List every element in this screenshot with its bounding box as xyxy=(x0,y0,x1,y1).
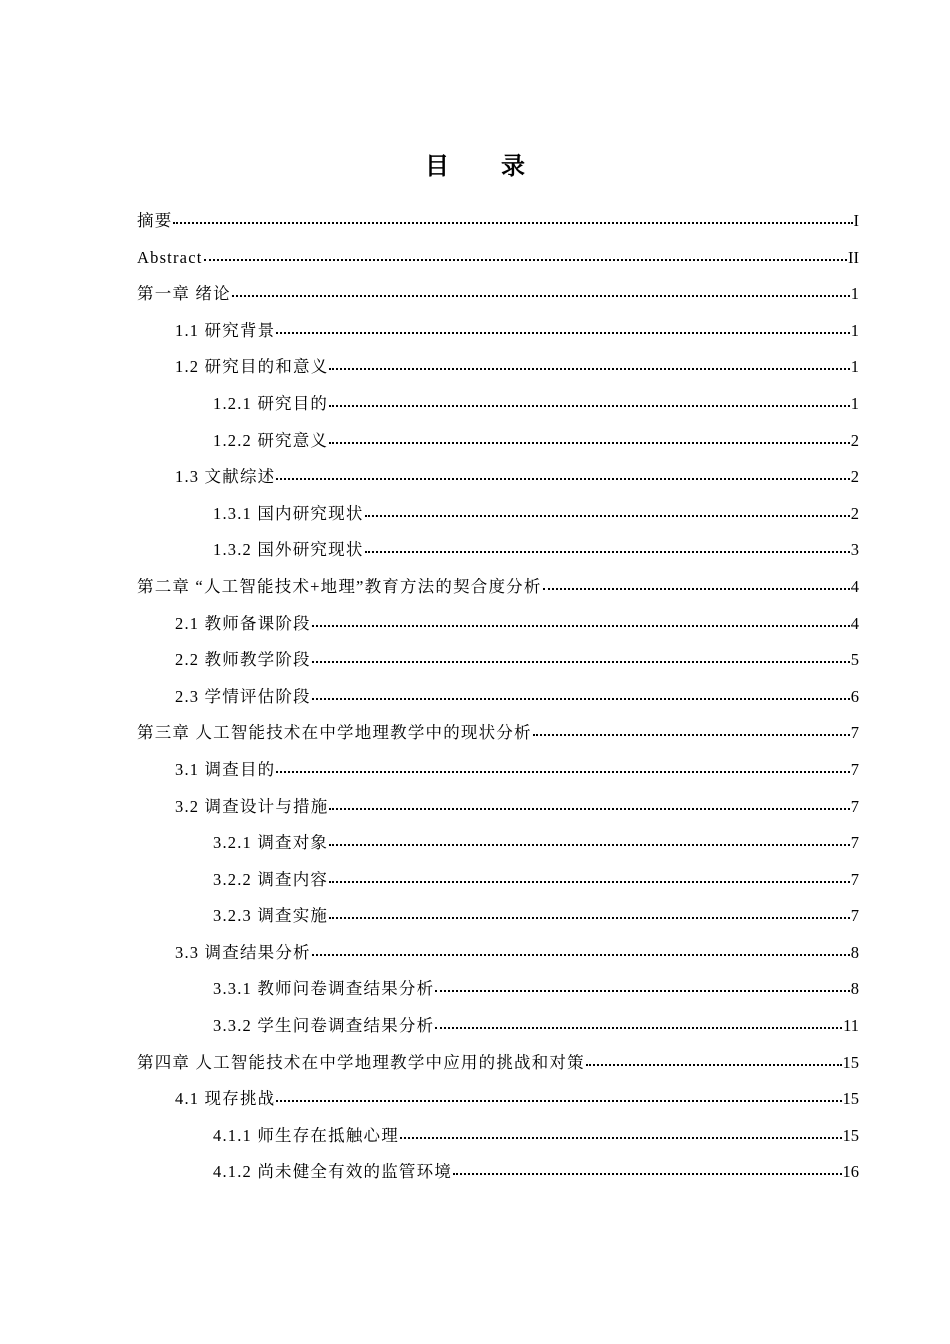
toc-entry-title: 1.2.2 研究意义 xyxy=(213,430,329,450)
toc-entry-title: 1.2 研究目的和意义 xyxy=(175,357,329,377)
toc-title xyxy=(0,146,950,181)
toc-leader-dots xyxy=(586,1051,842,1068)
toc-entry[interactable] xyxy=(137,642,859,679)
toc-entry-title: 第三章 人工智能技术在中学地理教学中的现状分析 xyxy=(137,723,532,743)
toc-title-char-2: 录 xyxy=(501,152,525,180)
toc-page-number: 7 xyxy=(850,796,859,816)
toc-entry-title: 4.1.1 师生存在抵触心理 xyxy=(213,1125,399,1145)
toc-leader-dots xyxy=(276,319,849,336)
toc-entry-title: 4.1 现存挑战 xyxy=(175,1089,276,1109)
toc-entry[interactable] xyxy=(137,789,859,826)
toc-page-number: 8 xyxy=(850,979,859,999)
toc-page-number: 1 xyxy=(850,284,859,304)
toc-entry-title: 1.3.1 国内研究现状 xyxy=(213,503,364,523)
toc-entry[interactable] xyxy=(137,276,859,313)
toc-leader-dots xyxy=(312,941,850,958)
toc-entry-title: 1.3.2 国外研究现状 xyxy=(213,540,364,560)
toc-entry[interactable] xyxy=(137,935,859,972)
toc-page-number: 15 xyxy=(842,1052,859,1072)
toc-leader-dots xyxy=(329,795,849,812)
toc-entry[interactable] xyxy=(137,203,859,240)
toc-entry[interactable] xyxy=(137,532,859,569)
toc-page-number: 7 xyxy=(850,869,859,889)
toc-leader-dots xyxy=(543,575,850,592)
toc-page-number: 7 xyxy=(850,833,859,853)
toc-page-number: 16 xyxy=(842,1162,859,1182)
toc-entry-title: 第四章 人工智能技术在中学地理教学中应用的挑战和对策 xyxy=(137,1052,585,1072)
toc-leader-dots xyxy=(435,1015,842,1032)
toc-leader-dots xyxy=(400,1124,842,1141)
toc-leader-dots xyxy=(312,612,850,629)
toc-entry[interactable] xyxy=(137,715,859,752)
toc-entry-title: 3.1 调查目的 xyxy=(175,759,276,779)
toc-entry-title: 2.2 教师教学阶段 xyxy=(175,650,311,670)
toc-entry[interactable] xyxy=(137,1045,859,1082)
toc-leader-dots xyxy=(312,649,850,666)
toc-entry-title: 1.1 研究背景 xyxy=(175,320,276,340)
toc-entry[interactable] xyxy=(137,349,859,386)
toc-page-number: 5 xyxy=(850,650,859,670)
toc-entry[interactable] xyxy=(137,459,859,496)
toc-entry-title: 2.3 学情评估阶段 xyxy=(175,686,311,706)
toc-page-number: 2 xyxy=(850,430,859,450)
toc-entry[interactable] xyxy=(137,496,859,533)
toc-leader-dots xyxy=(365,502,850,519)
toc-leader-dots xyxy=(365,539,850,556)
toc-entry[interactable] xyxy=(137,679,859,716)
toc-page-number: I xyxy=(853,211,859,230)
toc-page-number: 6 xyxy=(850,686,859,706)
toc-entry-title: 1.2.1 研究目的 xyxy=(213,393,329,413)
toc-leader-dots xyxy=(173,210,852,227)
toc-leader-dots xyxy=(276,466,849,483)
toc-leader-dots xyxy=(329,392,850,409)
toc-entry-title: 3.2 调查设计与措施 xyxy=(175,796,329,816)
toc-entry-title: 第二章 “人工智能技术+地理”教育方法的契合度分析 xyxy=(137,576,542,596)
toc-page-number: 3 xyxy=(850,540,859,560)
toc-page-number: 15 xyxy=(842,1125,859,1145)
toc-entry[interactable] xyxy=(137,386,859,423)
toc-entry-title: 3.2.3 调查实施 xyxy=(213,906,329,926)
toc-leader-dots xyxy=(453,1161,841,1178)
toc-page-number: 7 xyxy=(850,759,859,779)
toc-page-number: 4 xyxy=(850,613,859,633)
toc-entry[interactable] xyxy=(137,862,859,899)
toc-leader-dots xyxy=(312,685,850,702)
toc-entry-title: 3.3 调查结果分析 xyxy=(175,942,311,962)
toc-page-number: 1 xyxy=(850,393,859,413)
toc-page-number: 1 xyxy=(850,357,859,377)
toc-entry[interactable] xyxy=(137,1118,859,1155)
toc-page-number: 8 xyxy=(850,942,859,962)
toc-entry[interactable] xyxy=(137,606,859,643)
toc-leader-dots xyxy=(329,356,849,373)
toc-entry[interactable] xyxy=(137,971,859,1008)
toc-entry-title: 4.1.2 尚未健全有效的监管环境 xyxy=(213,1162,453,1182)
toc-entry-title: 第一章 绪论 xyxy=(137,284,231,304)
toc-leader-dots xyxy=(329,905,850,922)
toc-page-number: 11 xyxy=(843,1016,859,1036)
toc-leader-dots xyxy=(435,978,849,995)
toc-page-number: 1 xyxy=(850,320,859,340)
toc-page-number: 4 xyxy=(850,576,859,596)
toc-entry-title: 3.3.1 教师问卷调查结果分析 xyxy=(213,979,435,999)
toc-title-char-1: 目 xyxy=(425,152,449,180)
toc-entry[interactable] xyxy=(137,240,859,277)
toc-entry-title: 1.3 文献综述 xyxy=(175,467,276,487)
toc-entry-title: 摘要 xyxy=(137,211,173,230)
toc-entry-title: 3.2.2 调查内容 xyxy=(213,869,329,889)
toc-entry[interactable] xyxy=(137,825,859,862)
toc-page-number: 7 xyxy=(850,906,859,926)
toc-entry[interactable] xyxy=(137,752,859,789)
toc-entry[interactable] xyxy=(137,1081,859,1118)
toc-leader-dots xyxy=(204,246,848,263)
table-of-contents xyxy=(137,203,859,1191)
toc-entry[interactable] xyxy=(137,423,859,460)
toc-entry[interactable] xyxy=(137,1008,859,1045)
toc-entry[interactable] xyxy=(137,898,859,935)
toc-leader-dots xyxy=(329,868,850,885)
toc-entry-title: 3.2.1 调查对象 xyxy=(213,833,329,853)
toc-page-number: 7 xyxy=(850,723,859,743)
toc-entry-title: Abstract xyxy=(137,247,203,267)
toc-leader-dots xyxy=(276,758,849,775)
toc-leader-dots xyxy=(533,722,850,739)
toc-entry[interactable] xyxy=(137,313,859,350)
toc-page-number: 2 xyxy=(850,467,859,487)
toc-leader-dots xyxy=(232,283,850,300)
toc-entry-title: 2.1 教师备课阶段 xyxy=(175,613,311,633)
toc-page-number: 2 xyxy=(850,503,859,523)
toc-entry[interactable] xyxy=(137,569,859,606)
toc-entry[interactable] xyxy=(137,1154,859,1191)
toc-leader-dots xyxy=(329,429,850,446)
toc-leader-dots xyxy=(276,1088,841,1105)
toc-page-number: II xyxy=(848,247,859,267)
toc-leader-dots xyxy=(329,832,850,849)
toc-entry-title: 3.3.2 学生问卷调查结果分析 xyxy=(213,1016,435,1036)
toc-page-number: 15 xyxy=(842,1089,859,1109)
